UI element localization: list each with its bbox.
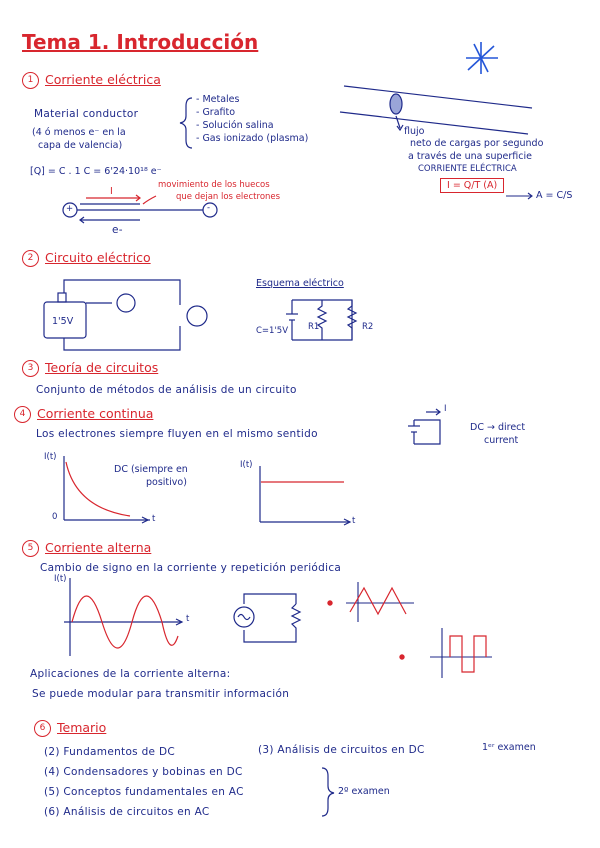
section-6-heading (34, 720, 106, 737)
material-item: - Grafito (196, 107, 236, 118)
section-4-number: 4 (14, 406, 31, 423)
bulb-drawing (117, 294, 135, 312)
section-3-title: Teoría de circuitos (45, 360, 159, 375)
syllabus-item: (3) Análisis de circuitos en DC (258, 744, 425, 756)
ac-graph-y-label: I(t) (54, 574, 67, 584)
section-1-number: 1 (22, 72, 39, 89)
schematic-source-label: C=1'5V (256, 326, 289, 336)
dc-graph-y-label: I(t) (44, 452, 57, 462)
flujo-desc-1: neto de cargas por segundo (410, 138, 544, 149)
ampere-unit: A = C/S (536, 190, 573, 201)
asterisk-doodle (466, 42, 498, 74)
section-1-heading (22, 72, 161, 89)
ac-apps-title: Aplicaciones de la corriente alterna: (30, 668, 231, 680)
dc-constant-graph (260, 466, 350, 525)
current-I-label: I (110, 186, 113, 197)
resistor-r1-label: R1 (308, 322, 320, 332)
page-title: Tema 1. Introducción (22, 30, 259, 54)
current-formula: I = Q/T (A) (440, 178, 504, 193)
charge-equation: [Q] = C . 1 C = 6'24·10¹⁸ e⁻ (30, 166, 162, 177)
physical-circuit-drawing (44, 280, 207, 350)
section-5-number: 5 (22, 540, 39, 557)
exam-2-label: 2º examen (338, 786, 390, 797)
resistor-r2-label: R2 (362, 322, 374, 332)
dc-source-I-label: I (444, 404, 447, 414)
syllabus-item: (2) Fundamentos de DC (44, 746, 175, 758)
corriente-electrica-label: CORRIENTE ELÉCTRICA (418, 164, 517, 174)
battery-voltage: 1'5V (52, 316, 74, 327)
electron-label: e- (112, 224, 123, 236)
section-5-heading (22, 540, 151, 557)
material-item: - Gas ionizado (plasma) (196, 133, 309, 144)
dc-graph-origin: 0 (52, 512, 58, 522)
ac-triangle-wave (328, 582, 414, 622)
flujo-label: flujo (404, 126, 425, 137)
material-brace (180, 98, 192, 148)
schematic-title: Esquema eléctrico (256, 278, 344, 289)
section-3-number: 3 (22, 360, 39, 377)
flujo-desc-2: a través de una superficie (408, 151, 532, 162)
section-5-text: Cambio de signo en la corriente y repetición periódica (40, 562, 342, 574)
syllabus-item: (4) Condensadores y bobinas en DC (44, 766, 243, 778)
section-4-heading (14, 406, 153, 423)
ac-sine-graph (64, 578, 182, 656)
ac-graph-x-label: t (186, 614, 190, 624)
section-2-title: Circuito eléctrico (45, 250, 151, 265)
material-label: Material conductor (34, 108, 139, 120)
section-2-heading (22, 250, 151, 267)
dc-note-2: current (484, 435, 519, 446)
section-4-text: Los electrones siempre fluyen en el mismo sentido (36, 428, 318, 440)
exam-brace (322, 768, 334, 816)
circuit-schematic (286, 300, 356, 340)
plus-sign: + (66, 204, 74, 214)
conductor-cylinder-diagram (340, 86, 532, 134)
dc-constant-y-label: I(t) (240, 460, 253, 470)
hole-movement-note-1: movimiento de los huecos (158, 180, 270, 190)
section-5-title: Corriente alterna (45, 540, 152, 555)
dc-note-1: DC → direct (470, 422, 526, 433)
exam-1-label: 1ᵉʳ examen (482, 742, 536, 753)
syllabus-item: (5) Conceptos fundamentales en AC (44, 786, 244, 798)
dc-graph-note-1: DC (siempre en (114, 464, 188, 475)
material-item: - Solución salina (196, 120, 274, 131)
minus-sign: - (207, 203, 211, 213)
ac-source-circuit (234, 594, 300, 642)
section-1-title: Corriente eléctrica (45, 72, 161, 87)
dc-graph-note-2: positivo) (146, 477, 187, 488)
motor-drawing (187, 306, 207, 326)
syllabus-item: (6) Análisis de circuitos en AC (44, 806, 210, 818)
section-6-number: 6 (34, 720, 51, 737)
material-note-1: (4 ó menos e⁻ en la (32, 127, 126, 138)
ac-resistor (292, 604, 300, 632)
section-3-heading (22, 360, 158, 377)
ac-square-wave (400, 628, 492, 678)
dc-graph-x-label: t (152, 514, 156, 524)
section-4-title: Corriente continua (37, 406, 154, 421)
ac-apps-text: Se puede modular para transmitir información (32, 688, 290, 700)
dc-constant-x-label: t (352, 516, 356, 526)
material-note-2: capa de valencia) (38, 140, 123, 151)
material-item: - Metales (196, 94, 240, 105)
dc-source-symbol (408, 409, 440, 444)
section-2-number: 2 (22, 250, 39, 267)
section-6-title: Temario (57, 720, 107, 735)
formula-arrow (506, 193, 532, 199)
section-3-text: Conjunto de métodos de análisis de un circuito (36, 384, 297, 396)
hole-movement-note-2: que dejan los electrones (176, 192, 281, 202)
resistor-r1 (318, 300, 326, 340)
